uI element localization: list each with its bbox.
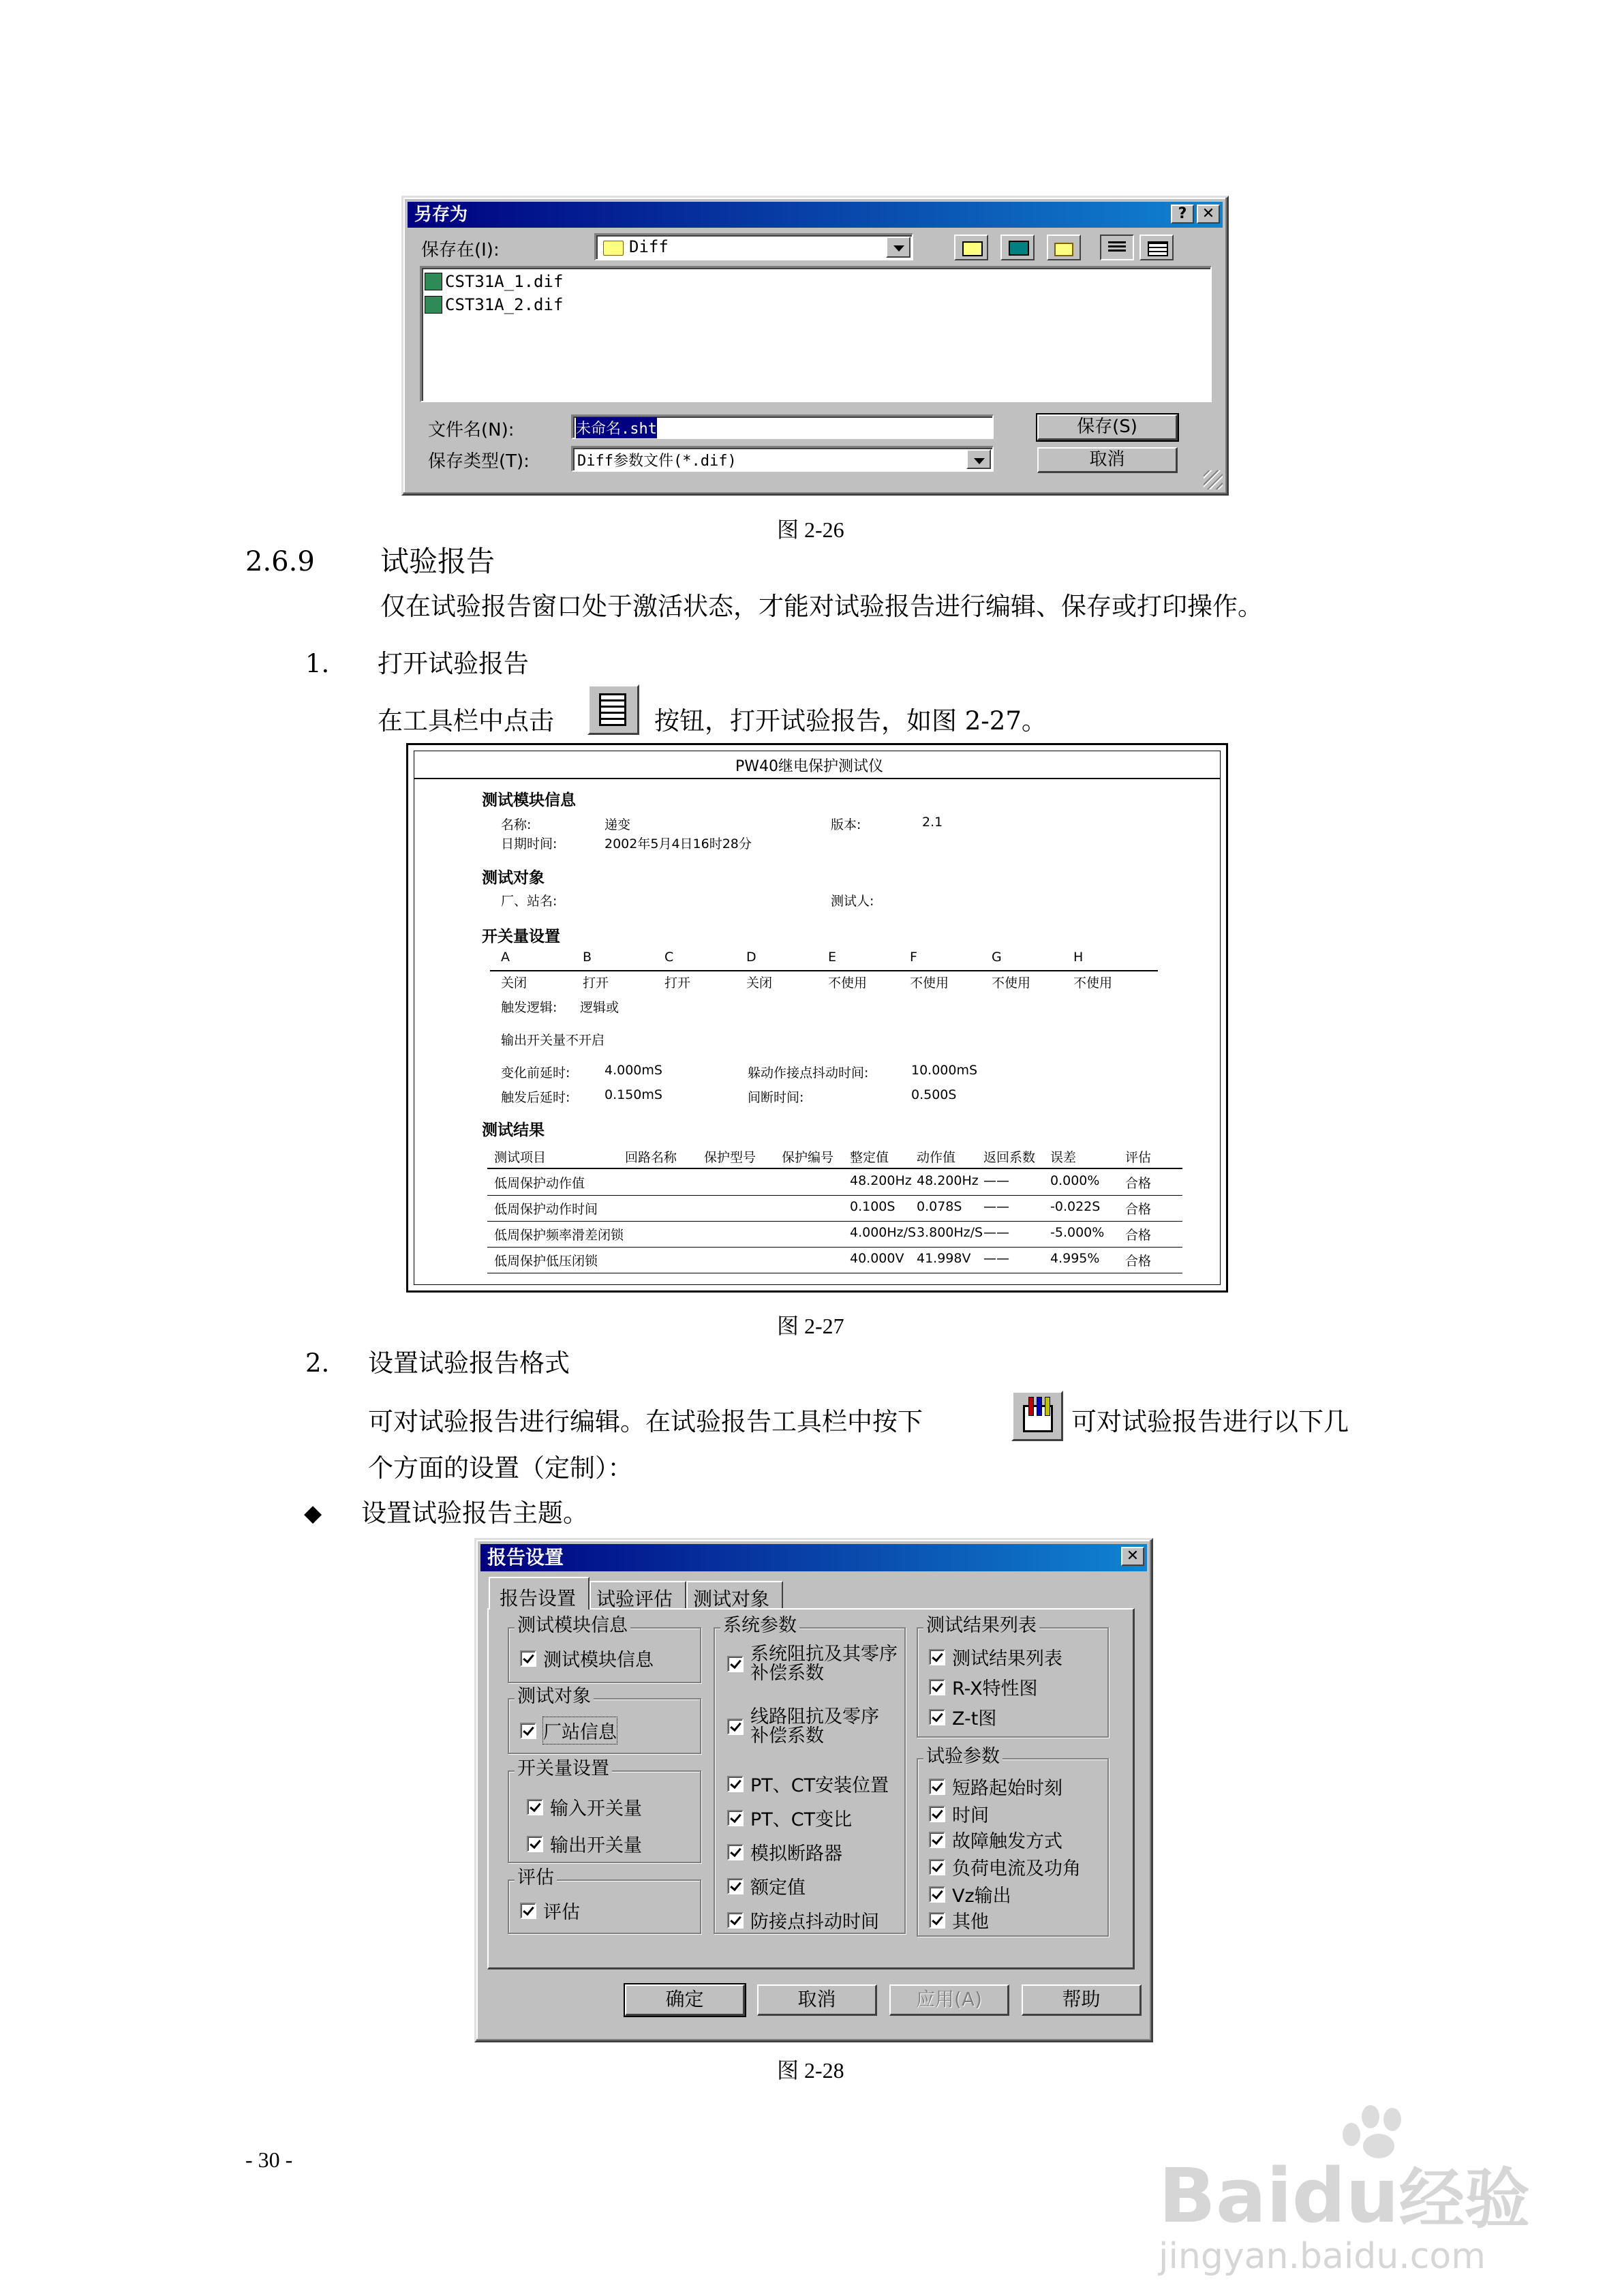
- table-row: [487, 1170, 1182, 1196]
- checkbox-eval[interactable]: [520, 1897, 580, 1924]
- checkbox-label: 时间: [952, 1805, 989, 1826]
- table-cell: 0.000%: [1050, 1173, 1100, 1188]
- close-title-button[interactable]: ✕: [1197, 205, 1220, 224]
- file-name: CST31A_1.dif: [445, 272, 564, 291]
- pencil-icon: [1045, 1397, 1050, 1416]
- checkbox-checked-icon: [929, 1679, 945, 1695]
- table-cell: 低周保护动作值: [494, 1176, 585, 1191]
- item2-text-b: 可对试验报告进行以下几: [1071, 1407, 1349, 1436]
- new-folder-icon: [1054, 243, 1073, 256]
- group-title: 评估: [515, 1867, 557, 1889]
- pre-delay-label: 变化前延时:: [501, 1066, 570, 1081]
- checkbox-fault-trigger[interactable]: [929, 1826, 1062, 1853]
- switch-col: A: [501, 950, 510, 965]
- checkbox-label: 线路阻抗及零序补偿系数: [750, 1706, 879, 1747]
- filetype-label: 保存类型(T):: [428, 451, 530, 472]
- figure-caption-2-27: 图 2-27: [777, 1314, 844, 1338]
- trigger-label: 触发逻辑:: [501, 1000, 557, 1015]
- save-as-dialog: [401, 196, 1229, 496]
- table-cell: 合格: [1125, 1202, 1152, 1217]
- checkbox-label: Z-t图: [952, 1708, 997, 1729]
- checkbox-checked-icon: [929, 1832, 945, 1848]
- checkbox-checked-icon: [727, 1844, 744, 1860]
- item2-number: 2.: [305, 1348, 330, 1378]
- version-label: 版本:: [831, 817, 861, 832]
- checkbox-rated[interactable]: [727, 1873, 806, 1899]
- output-text: 输出开关量不开启: [501, 1033, 605, 1048]
- module-heading: 测试模块信息: [482, 791, 576, 809]
- name-label: 名称:: [501, 817, 532, 832]
- checkbox-checked-icon: [520, 1723, 536, 1739]
- file-name: CST31A_2.dif: [445, 295, 564, 314]
- checkbox-label: 系统阻抗及其零序补偿系数: [750, 1644, 898, 1684]
- checkbox-label: PT、CT变比: [750, 1809, 853, 1830]
- item2-title: 设置试验报告格式: [368, 1348, 570, 1378]
- section-number: 2.6.9: [245, 546, 315, 577]
- report-settings-titlebar: [480, 1544, 1147, 1571]
- checkbox-checked-icon: [527, 1799, 543, 1815]
- checkbox-label: PT、CT安装位置: [750, 1775, 889, 1796]
- details-view-button[interactable]: [1139, 235, 1174, 260]
- debounce-value: 10.000mS: [911, 1063, 978, 1078]
- cancel-button[interactable]: 取消: [1037, 447, 1178, 473]
- ok-button[interactable]: 确定: [625, 1984, 745, 2016]
- results-col: 评估: [1125, 1150, 1152, 1165]
- save-as-titlebar: [408, 202, 1223, 228]
- save-in-dropdown[interactable]: [594, 233, 913, 260]
- desktop-button[interactable]: [1000, 235, 1035, 260]
- checkbox-results-list[interactable]: [929, 1644, 1062, 1670]
- checkbox-input-switch[interactable]: [527, 1794, 642, 1820]
- table-cell: ——: [983, 1225, 1009, 1240]
- figure-caption-2-28: 图 2-28: [777, 2058, 844, 2083]
- checkbox-system-impedance[interactable]: [727, 1645, 898, 1683]
- group-title: 试验参数: [923, 1746, 1003, 1768]
- file-icon: [425, 273, 442, 290]
- group-params: [917, 1746, 1109, 1937]
- checkbox-station-info[interactable]: [520, 1717, 617, 1744]
- save-button[interactable]: 保存(S): [1037, 414, 1178, 440]
- table-cell: 合格: [1125, 1176, 1152, 1191]
- group-title: 开关量设置: [515, 1758, 612, 1780]
- table-cell: 合格: [1125, 1228, 1152, 1243]
- post-delay-label: 触发后延时:: [501, 1090, 570, 1105]
- checkbox-label: 负荷电流及功角: [952, 1858, 1081, 1879]
- table-cell: ——: [983, 1173, 1009, 1188]
- table-cell: -5.000%: [1050, 1225, 1105, 1240]
- report-title-rule: [414, 778, 1221, 779]
- switch-col: H: [1073, 950, 1084, 965]
- switch-val: 不使用: [910, 976, 949, 991]
- results-col: 保护编号: [782, 1150, 834, 1165]
- tab-label: 报告设置: [500, 1587, 577, 1610]
- save-in-value: Diff: [629, 237, 669, 256]
- checkbox-debounce[interactable]: [727, 1907, 879, 1933]
- checkbox-output-switch[interactable]: [527, 1830, 642, 1857]
- checkbox-label: R-X特性图: [952, 1678, 1038, 1700]
- results-col: 保护型号: [704, 1150, 756, 1165]
- switch-val: 不使用: [992, 976, 1031, 991]
- table-cell: 4.000Hz/S: [850, 1225, 917, 1240]
- checkbox-label: 故障触发方式: [952, 1831, 1062, 1852]
- checkbox-checked-icon: [727, 1810, 744, 1826]
- checkbox-label: 测试结果列表: [952, 1648, 1062, 1670]
- table-cell: 0.100S: [850, 1199, 896, 1214]
- table-cell: 合格: [1125, 1254, 1152, 1269]
- new-folder-button[interactable]: [1047, 235, 1081, 260]
- item2-text-a: 可对试验报告进行编辑。在试验报告工具栏中按下: [368, 1407, 923, 1436]
- table-cell: 0.078S: [917, 1199, 962, 1214]
- version-value: 2.1: [922, 815, 943, 830]
- filename-label: 文件名(N):: [428, 420, 515, 440]
- table-cell: 3.800Hz/S: [917, 1225, 983, 1240]
- table-cell: 41.998V: [917, 1251, 971, 1266]
- switch-col: G: [992, 950, 1002, 965]
- checkbox-checked-icon: [727, 1912, 744, 1929]
- debounce-label: 躲动作接点抖动时间:: [748, 1066, 869, 1081]
- tab-test-object[interactable]: [686, 1581, 783, 1608]
- checkbox-checked-icon: [520, 1650, 536, 1667]
- pencil-icon: [1037, 1397, 1042, 1416]
- item1-title: 打开试验报告: [378, 649, 529, 678]
- switch-val: 关闭: [746, 976, 773, 991]
- checkbox-checked-icon: [929, 1859, 945, 1875]
- tab-test-evaluation[interactable]: [590, 1581, 686, 1608]
- post-delay-value: 0.150mS: [605, 1087, 662, 1102]
- save-in-label: 保存在(I):: [421, 240, 500, 260]
- results-col: 误差: [1050, 1150, 1077, 1165]
- checkbox-label: 输出开关量: [550, 1835, 642, 1856]
- tab-label: 试验评估: [596, 1588, 673, 1610]
- checkbox-label: 输入开关量: [550, 1798, 642, 1819]
- pencil-icon: [1028, 1397, 1034, 1416]
- group-switch: [508, 1758, 701, 1863]
- list-view-button[interactable]: [1100, 235, 1134, 260]
- switch-val: 打开: [583, 976, 609, 991]
- checkbox-time[interactable]: [929, 1800, 989, 1827]
- results-table: [487, 1147, 1182, 1284]
- results-heading: 测试结果: [482, 1121, 545, 1139]
- report-settings-toolbar-button[interactable]: [1011, 1391, 1063, 1441]
- table-row: [487, 1248, 1182, 1273]
- switch-col: F: [910, 950, 917, 965]
- details-view-icon: [1148, 241, 1168, 256]
- item1-text-a: 在工具栏中点击: [378, 706, 554, 736]
- table-cell: 48.200Hz: [850, 1173, 912, 1188]
- switch-col: E: [828, 950, 837, 965]
- item1-text-b: 按钮，打开试验报告，如图 2-27。: [654, 706, 1047, 736]
- save-as-title: 另存为: [414, 205, 468, 225]
- checkbox-other[interactable]: [929, 1907, 989, 1933]
- checkbox-checked-icon: [727, 1878, 744, 1894]
- filetype-dropdown[interactable]: [571, 446, 994, 472]
- checkbox-label: 测试模块信息: [543, 1650, 654, 1671]
- checkbox-label: 防接点抖动时间: [750, 1912, 879, 1933]
- group-title: 测试对象: [515, 1686, 594, 1708]
- trigger-value: 逻辑或: [580, 1000, 619, 1015]
- desktop-icon: [1009, 241, 1029, 256]
- switch-value-row: [490, 973, 1158, 992]
- switch-val: 关闭: [501, 976, 527, 991]
- checkbox-label: 额定值: [750, 1877, 806, 1899]
- resize-grip-icon[interactable]: [1204, 470, 1223, 489]
- filename-value: 未命名.sht: [576, 417, 657, 438]
- table-cell: 48.200Hz: [917, 1173, 979, 1188]
- checkbox-checked-icon: [727, 1776, 744, 1792]
- results-col: 返回系数: [983, 1150, 1036, 1165]
- test-report: [406, 743, 1228, 1293]
- checkbox-label: 其他: [952, 1912, 989, 1933]
- interval-label: 间断时间:: [748, 1090, 804, 1105]
- file-icon: [425, 296, 442, 314]
- apply-button[interactable]: 应用(A): [889, 1984, 1009, 2016]
- checkbox-label: 短路起始时刻: [952, 1778, 1062, 1799]
- file-list[interactable]: [420, 266, 1212, 402]
- switch-val: 不使用: [1073, 976, 1113, 991]
- checkbox-checked-icon: [929, 1806, 945, 1822]
- watermark-brand-a: Bai: [1159, 2152, 1292, 2239]
- table-cell: 低周保护动作时间: [494, 1202, 598, 1217]
- table-cell: 低周保护低压闭锁: [494, 1254, 598, 1269]
- list-item[interactable]: [425, 271, 563, 292]
- results-col: 回路名称: [625, 1150, 677, 1165]
- item1-number: 1.: [305, 649, 330, 678]
- report-title: PW40继电保护测试仪: [735, 758, 884, 775]
- watermark-brand: [1159, 2147, 1530, 2241]
- list-view-icon: [1108, 241, 1126, 254]
- list-item[interactable]: [425, 294, 563, 316]
- chevron-down-icon[interactable]: [966, 449, 991, 469]
- checkbox-label: 厂站信息: [543, 1717, 617, 1744]
- group-title: 系统参数: [720, 1615, 799, 1637]
- checkbox-load-current[interactable]: [929, 1854, 1081, 1880]
- pre-delay-value: 4.000mS: [605, 1063, 662, 1078]
- checkbox-module-info[interactable]: [520, 1645, 654, 1672]
- bullet-icon: ◆: [304, 1500, 322, 1527]
- tab-panel: [487, 1608, 1135, 1969]
- table-cell: -0.022S: [1050, 1199, 1101, 1214]
- up-folder-button[interactable]: [954, 235, 988, 260]
- group-module: [508, 1615, 701, 1683]
- cancel-button[interactable]: 取消: [757, 1984, 877, 2016]
- table-cell: ——: [983, 1199, 1009, 1214]
- results-header-row: [487, 1147, 1182, 1169]
- checkbox-line-impedance[interactable]: [727, 1708, 891, 1746]
- results-col: 动作值: [917, 1150, 956, 1165]
- tab-label: 测试对象: [693, 1588, 770, 1610]
- report-settings-title: 报告设置: [487, 1546, 564, 1569]
- interval-value: 0.500S: [911, 1087, 957, 1102]
- checkbox-checked-icon: [929, 1886, 945, 1903]
- report-settings-dialog: [474, 1538, 1153, 2042]
- checkbox-ptct-ratio[interactable]: [727, 1804, 852, 1831]
- section-intro: 仅在试验报告窗口处于激活状态，才能对试验报告进行编辑、保存或打印操作。: [380, 592, 1263, 621]
- filetype-value: Diff参数文件(*.dif): [577, 453, 737, 470]
- section-title: 试验报告: [380, 545, 495, 578]
- figure-caption-2-26: 图 2-26: [777, 517, 844, 542]
- save-toolbar: [954, 235, 1220, 262]
- watermark-url: jingyan.baidu.com: [1159, 2236, 1486, 2277]
- watermark-brand-c: 经验: [1398, 2161, 1530, 2237]
- tab-report-settings[interactable]: [489, 1577, 590, 1610]
- folder-icon: [603, 241, 624, 256]
- object-heading: 测试对象: [482, 869, 545, 887]
- switch-col: D: [746, 950, 756, 965]
- date-value: 2002年5月4日16时28分: [605, 836, 752, 851]
- checkbox-vz-output[interactable]: [929, 1881, 1011, 1907]
- checkbox-checked-icon: [520, 1903, 536, 1919]
- switch-col: C: [664, 950, 674, 965]
- checkbox-breaker[interactable]: [727, 1839, 842, 1865]
- group-title: 测试结果列表: [923, 1615, 1039, 1637]
- group-system: [714, 1615, 906, 1934]
- report-toolbar-button[interactable]: [587, 684, 639, 735]
- checkbox-zt-chart[interactable]: [929, 1704, 996, 1730]
- switch-heading: 开关量设置: [482, 928, 560, 946]
- checkbox-label: 评估: [543, 1902, 580, 1923]
- group-results: [917, 1615, 1109, 1738]
- baidu-watermark: [1131, 2100, 1608, 2284]
- checkbox-label: 模拟断路器: [750, 1843, 842, 1864]
- up-folder-icon: [962, 241, 983, 256]
- group-object: [508, 1686, 701, 1754]
- checkbox-checked-icon: [527, 1836, 543, 1852]
- date-label: 日期时间:: [501, 836, 557, 851]
- checkbox-checked-icon: [929, 1649, 945, 1665]
- switch-val: 不使用: [828, 976, 868, 991]
- checkbox-fault-start[interactable]: [929, 1773, 1062, 1800]
- station-label: 厂、站名:: [501, 894, 557, 909]
- checkbox-label: Vz输出: [952, 1886, 1011, 1907]
- table-cell: 40.000V: [850, 1251, 904, 1266]
- checkbox-checked-icon: [929, 1912, 945, 1929]
- checkbox-checked-icon: [929, 1709, 945, 1725]
- table-row: [487, 1222, 1182, 1248]
- checkbox-checked-icon: [727, 1656, 744, 1672]
- close-title-button[interactable]: ✕: [1121, 1547, 1144, 1566]
- table-cell: 4.995%: [1050, 1251, 1100, 1266]
- table-row: [487, 1196, 1182, 1222]
- help-button[interactable]: 帮助: [1022, 1984, 1142, 2016]
- filename-input[interactable]: [571, 414, 994, 439]
- watermark-brand-b: du: [1291, 2152, 1399, 2239]
- tester-label: 测试人:: [831, 894, 874, 909]
- report-icon: [599, 693, 626, 726]
- group-title: 测试模块信息: [515, 1615, 630, 1637]
- results-col: 测试项目: [494, 1150, 547, 1165]
- switch-val: 打开: [664, 976, 691, 991]
- checkbox-rx-chart[interactable]: [929, 1674, 1038, 1700]
- table-cell: ——: [983, 1251, 1009, 1266]
- help-title-button[interactable]: ?: [1171, 205, 1194, 224]
- name-value: 递变: [605, 817, 631, 832]
- group-eval: [508, 1867, 701, 1934]
- switch-header-row: [490, 950, 1158, 971]
- page-number: - 30 -: [245, 2147, 293, 2172]
- chevron-down-icon[interactable]: [886, 237, 911, 258]
- results-col: 整定值: [850, 1150, 889, 1165]
- bullet-text: 设置试验报告主题。: [361, 1498, 588, 1528]
- table-cell: 低周保护频率滑差闭锁: [494, 1228, 624, 1243]
- item2-text-c: 个方面的设置（定制）：: [368, 1453, 633, 1483]
- checkbox-checked-icon: [929, 1779, 945, 1795]
- checkbox-checked-icon: [727, 1719, 744, 1735]
- switch-col: B: [583, 950, 592, 965]
- checkbox-ptct-position[interactable]: [727, 1770, 889, 1797]
